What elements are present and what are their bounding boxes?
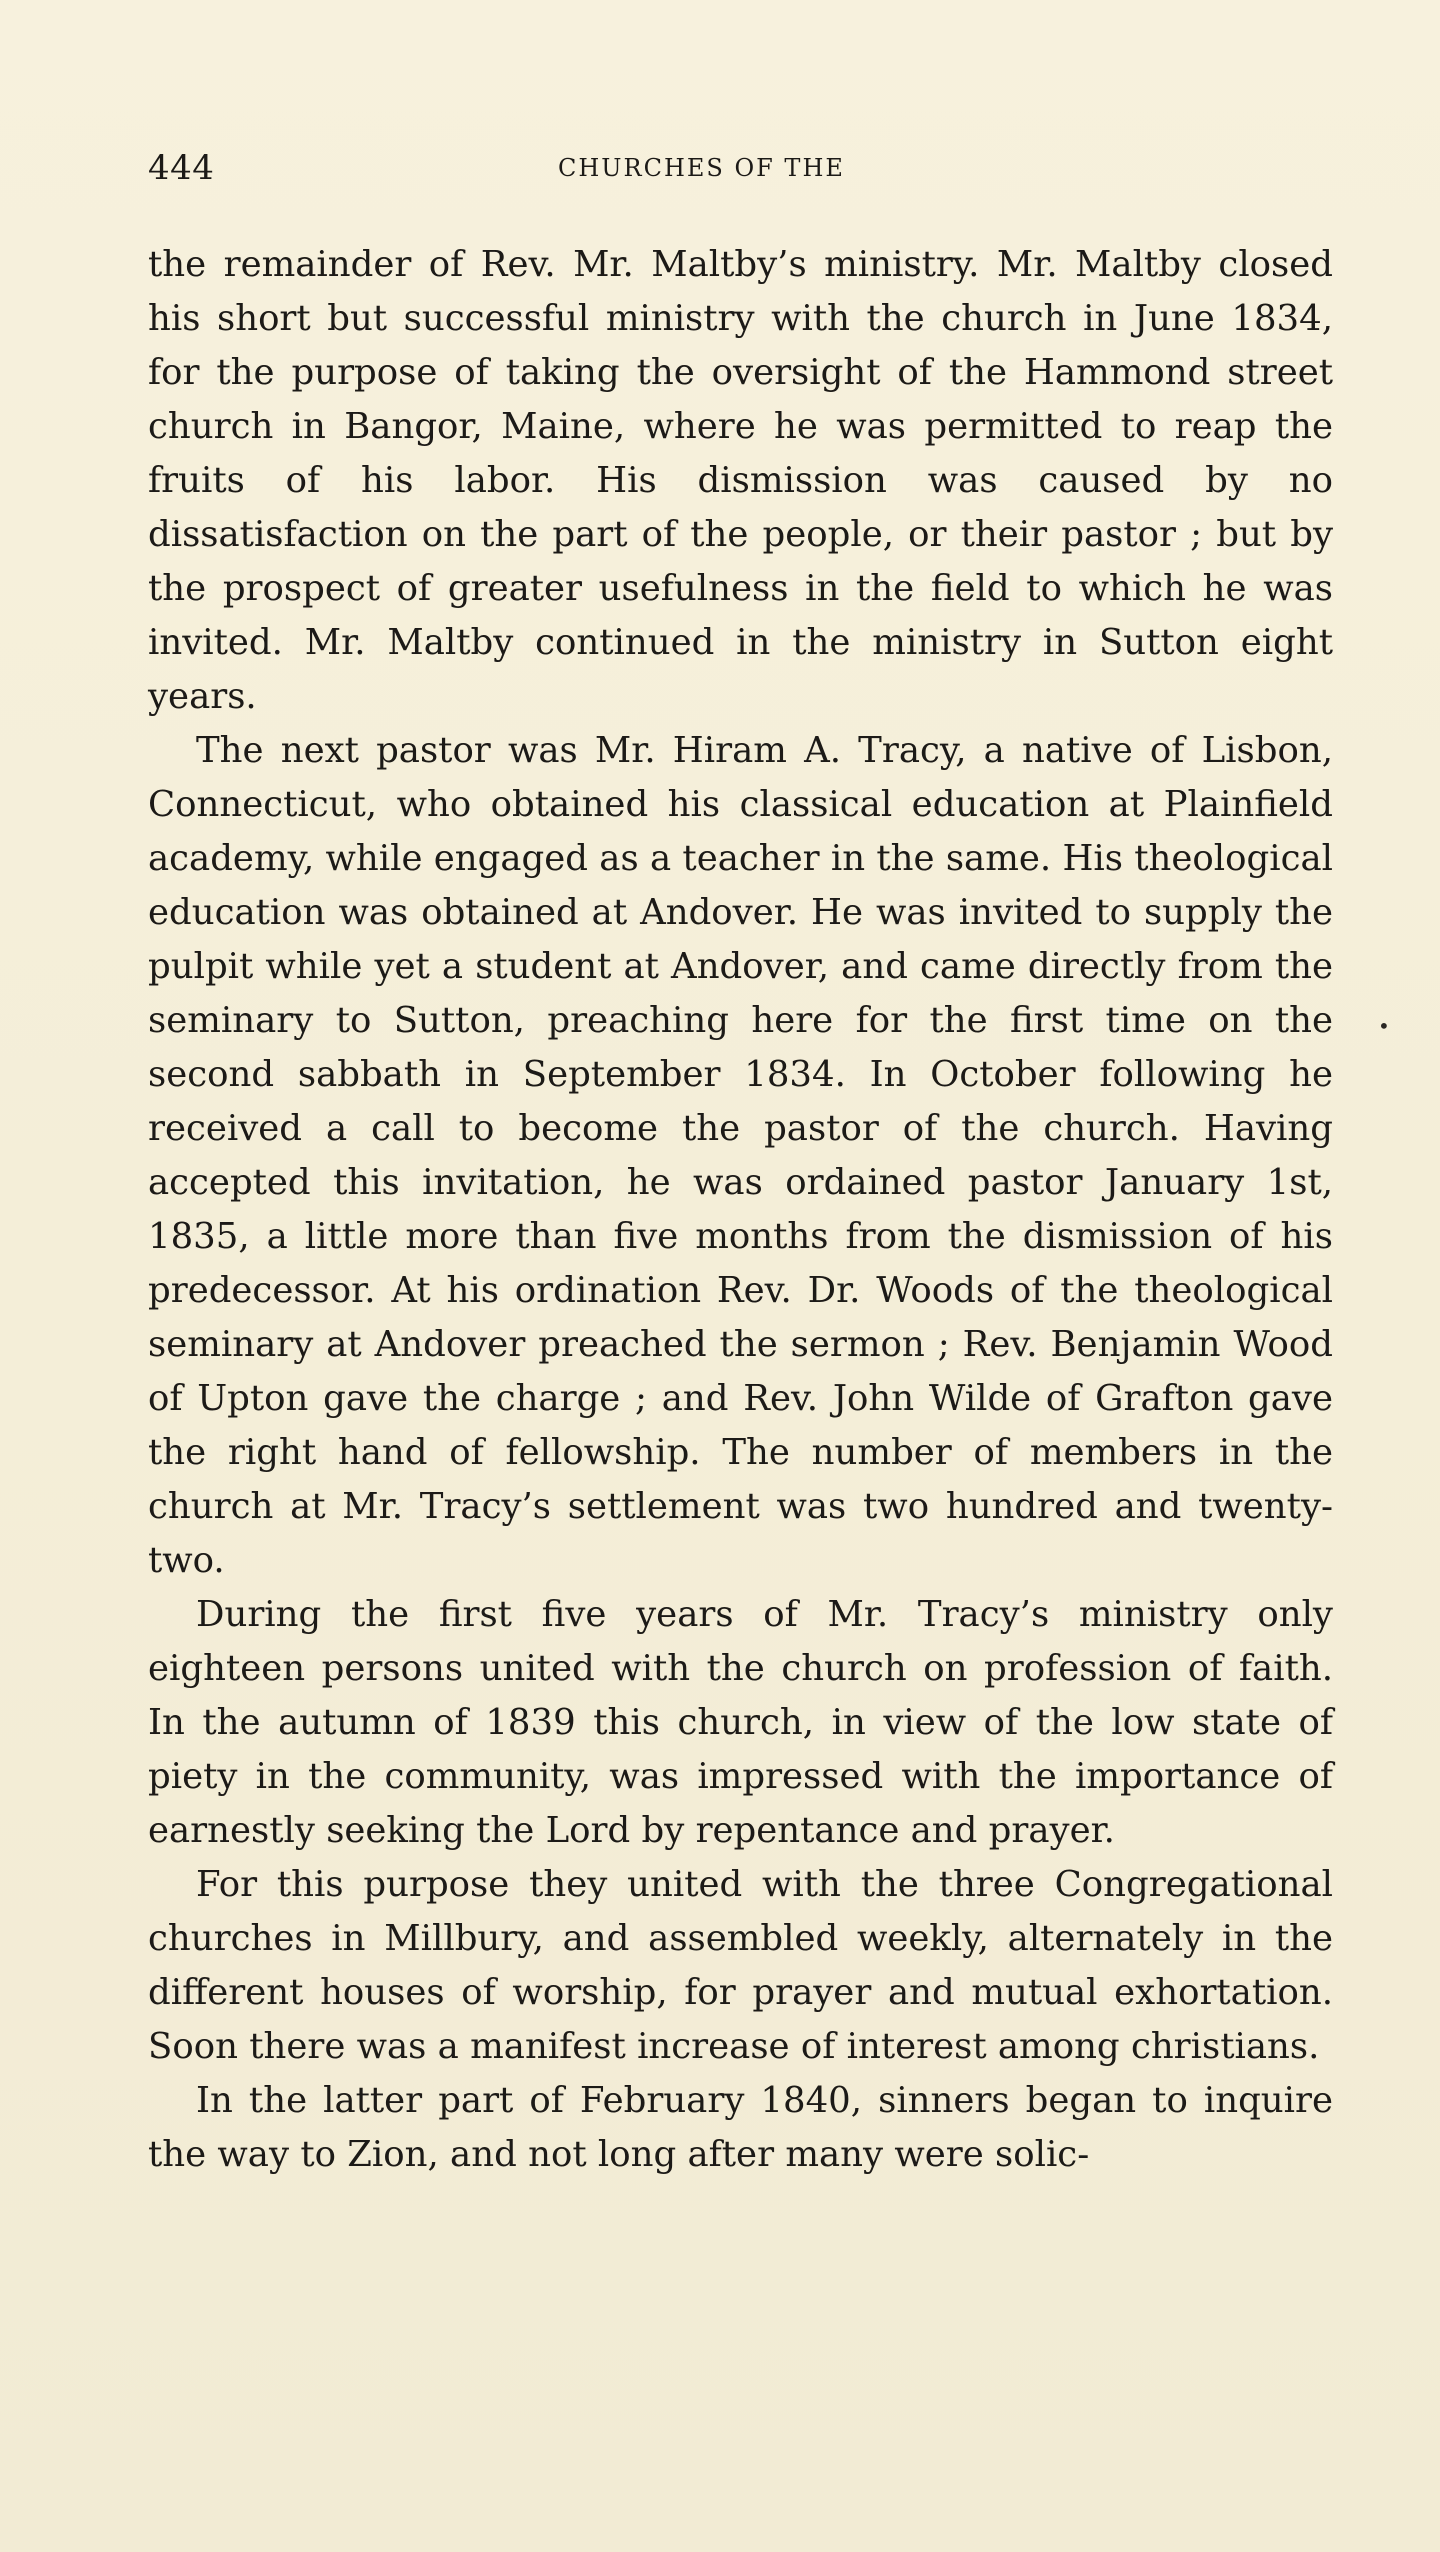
margin-speck: •: [1378, 1014, 1390, 1038]
paragraph-5: In the latter part of February 1840, sinners began to inquire the way to Zion, and not long after many were solic-: [148, 2080, 1333, 2175]
paragraph-2: The next pastor was Mr. Hiram A. Tracy, a native of Lisbon, Connecticut, who obtained his classical education at Plainfield academy, while engaged as a teacher in the same. His theological education was obtained at Andover. He was invited to supply the pulpit while yet a student at Andover, and came directly from the seminary to Sutton, preaching here for the first time on the second sabbath in September 1834. In October following he received a call to become the pastor of the church. Having accepted this invitation, he was ordained pastor January 1st, 1835, a little more than five months from the dismission of his predecessor. At his ordination Rev. Dr. Woods of the theological seminary at Andover preached the sermon ; Rev. Benjamin Wood of Upton gave the charge ; and Rev. John Wilde of Grafton gave the right hand of fellowship. The number of members in the church at Mr. Tracy’s settlement was two hundred and twenty-two.: [148, 730, 1333, 1581]
body-text: [148, 238, 1333, 2182]
paragraph-1: the remainder of Rev. Mr. Maltby’s ministry. Mr. Maltby closed his short but successful ministry with the church in June 1834, for the purpose of taking the oversight of the Hammond street church in Bangor, Maine, where he was permitted to reap the fruits of his labor. His dismission was caused by no dissatisfaction on the part of the people, or their pastor ; but by the prospect of greater usefulness in the field to which he was invited. Mr. Maltby continued in the ministry in Sutton eight years.: [148, 244, 1333, 717]
running-title: CHURCHES OF THE: [558, 154, 845, 182]
paragraph-4: For this purpose they united with the three Congregational churches in Millbury, and assembled weekly, alternately in the different houses of worship, for prayer and mutual exhortation. Soon there was a manifest increase of interest among christians.: [148, 1864, 1333, 2067]
running-head: [148, 148, 1333, 208]
paragraph-3: During the first five years of Mr. Tracy’s ministry only eighteen persons united with the church on profession of faith. In the autumn of 1839 this church, in view of the low state of piety in the community, was impressed with the importance of earnestly seeking the Lord by repentance and prayer.: [148, 1594, 1333, 1851]
page-number: 444: [148, 148, 215, 188]
